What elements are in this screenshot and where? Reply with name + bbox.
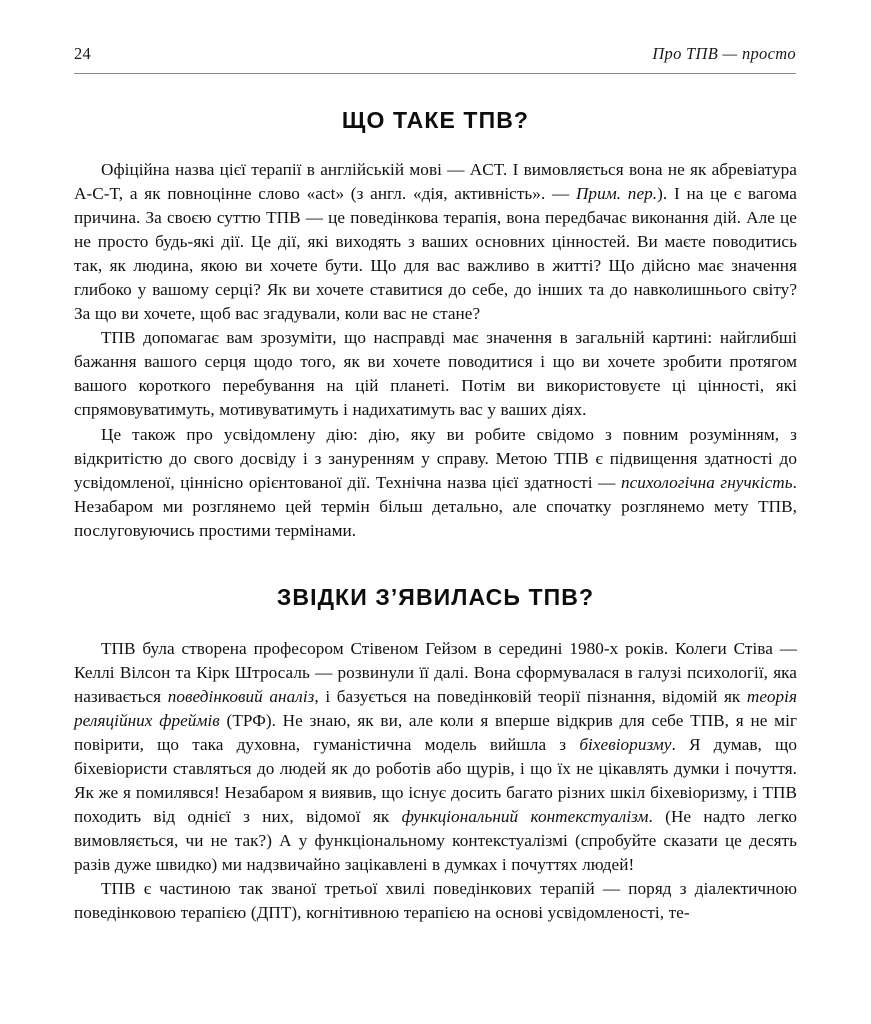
page-number: 24 — [74, 44, 91, 63]
paragraph: Офіційна назва цієї терапії в англійській мові — ACT. І вимовляється вона не як абревіатура A-C-T, а як повноцінне слово «act» (з англ. «дія, активність». — Прим. пер.). І на це є вагома причина. За своєю суттю ТПВ — це поведінкова терапія, вона передбачає виконання дій. Але це не просто будь-які дії. Це дії, які виходять з ваших основних цінностей. Ви маєте поводитись так, як людина, якою ви хочете бути. Що для вас важливо в житті? Що дійсно має значення глибоко у вашому серці? Як ви хочете ставитися до себе, до інших та до навколишнього світу? За що ви хочете, щоб вас згадували, коли вас не стане? — [74, 160, 797, 324]
section-body-origin-of-act — [74, 637, 797, 926]
paragraph: ТПВ є частиною так званої третьої хвилі поведінкових терапій — поряд з діалектичною поведінковою терапією (ДПТ), когнітивною терапією на основі усвідомленості, те- — [74, 879, 797, 923]
paragraph: Це також про усвідомлену дію: дію, яку ви робите свідомо з повним розумінням, з відкритістю до свого досвіду і з зануренням у справу. Метою ТПВ є підвищення здатності до усвідомленої, ціннісно орієнтованої дії. Технічна назва цієї здатності — психологічна гнучкість. Незабаром ми розглянемо цей термін більш детально, але спочатку розглянемо мету ТПВ, послуговуючись простими термінами. — [74, 424, 797, 540]
running-head — [74, 44, 796, 74]
emphasised-term: теорія реляційних фреймів — [74, 686, 797, 730]
emphasised-term: поведінковий аналіз — [167, 686, 315, 706]
section-body-what-is-act — [74, 158, 797, 543]
section-heading-what-is-act: ЩО ТАКЕ ТПВ? — [341, 107, 530, 133]
emphasised-term: Прим. пер. — [575, 184, 658, 204]
header-divider — [74, 73, 796, 74]
paragraph: ТПВ була створена професором Стівеном Гейзом в середині 1980-х років. Колеги Стіва — Келлі Вілсон та Кірк Штросаль — розвинули її далі. Вона сформувалася в галузі психології, яка називається поведінковий аналіз, і базується на поведінковій теорії пізнання, відомій як теорія реляційних фреймів (ТРФ). Не знаю, як ви, але коли я вперше відкрив для себе ТПВ, я не міг повірити, що така духовна, гуманістична модель вийшла з біхевіоризму. Я думав, що біхевіористи ставляться до людей як до роботів або щурів, і що їх не цікавлять думки і почуття. Як же я помилявся! Незабаром я виявив, що існує досить багато різних шкіл біхевіоризму, і ТПВ походить від однієї з них, відомої як функціональний контекстуалізм. (Не надто легко вимовляється, чи не так?) А у функціональному контекстуалізмі (спробуйте сказати це десять разів дуже швидко) ми надзвичайно зацікавлені в думках і почуттях людей! — [74, 638, 798, 875]
emphasised-term: біхевіоризму — [579, 734, 672, 754]
text-block — [74, 92, 797, 925]
section-heading-origin-of-act: ЗВІДКИ З’ЯВИЛАСЬ ТПВ? — [276, 583, 595, 610]
emphasised-term: психологічна гнучкість — [620, 472, 793, 492]
emphasised-term: функціональний контекстуалізм — [401, 807, 649, 827]
paragraph: ТПВ допомагає вам зрозуміти, що насправді має значення в загальній картині: найглибші бажання вашого серця щодо того, як ви хочете поводитися і що ви хочете зробити протягом вашого короткого перебування на цій планеті. Потім ви використовуєте ці цінності, які спрямовуватимуть, мотивуватимуть і надихатимуть вас у ваших діях. — [74, 328, 797, 420]
running-head-title: Про ТПВ — просто — [652, 44, 796, 63]
